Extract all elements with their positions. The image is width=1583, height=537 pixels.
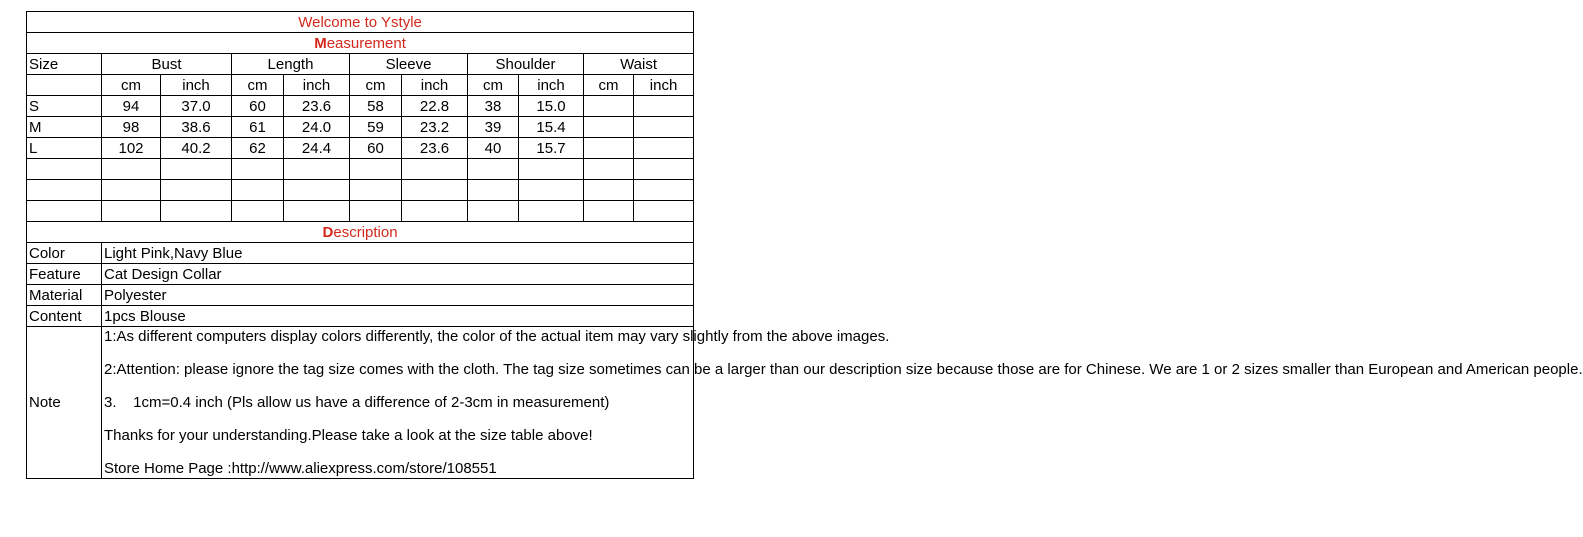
size-cell: 58 bbox=[350, 96, 402, 117]
size-cell: 24.0 bbox=[284, 117, 350, 138]
detail-value: 1pcs Blouse bbox=[102, 306, 694, 327]
welcome-row bbox=[27, 12, 694, 33]
description-initial: D bbox=[322, 223, 334, 241]
size-label bbox=[27, 201, 102, 222]
size-cell bbox=[402, 159, 468, 180]
unit-header: inch bbox=[634, 75, 694, 96]
group-header-waist: Waist bbox=[584, 54, 694, 75]
size-cell bbox=[584, 138, 634, 159]
size-row bbox=[27, 117, 694, 138]
size-cell bbox=[519, 201, 584, 222]
size-cell bbox=[584, 159, 634, 180]
empty-size-row bbox=[27, 159, 694, 180]
note-line: Store Home Page :http://www.aliexpress.com/store/108551 bbox=[104, 460, 497, 477]
note-row bbox=[27, 327, 694, 479]
size-cell bbox=[161, 159, 232, 180]
detail-label: Material bbox=[27, 285, 102, 306]
unit-header: cm bbox=[468, 75, 519, 96]
detail-value: Light Pink,Navy Blue bbox=[102, 243, 694, 264]
size-cell: 37.0 bbox=[161, 96, 232, 117]
size-cell bbox=[584, 201, 634, 222]
size-cell bbox=[402, 180, 468, 201]
group-header-sleeve: Sleeve bbox=[350, 54, 468, 75]
note-line: 1:As different computers display colors differently, the color of the actual item may vary slightly from the above images. bbox=[104, 328, 890, 345]
size-cell bbox=[584, 117, 634, 138]
size-cell bbox=[634, 180, 694, 201]
description-row bbox=[27, 222, 694, 243]
unit-header: cm bbox=[102, 75, 161, 96]
size-cell: 62 bbox=[232, 138, 284, 159]
size-cell: 61 bbox=[232, 117, 284, 138]
size-label bbox=[27, 159, 102, 180]
unit-header: cm bbox=[584, 75, 634, 96]
detail-row-feature bbox=[27, 264, 694, 285]
size-cell bbox=[350, 201, 402, 222]
size-cell bbox=[102, 201, 161, 222]
detail-row-color bbox=[27, 243, 694, 264]
measurement-initial: M bbox=[314, 34, 327, 52]
size-cell bbox=[284, 201, 350, 222]
unit-header-row bbox=[27, 75, 694, 96]
detail-label: Color bbox=[27, 243, 102, 264]
size-cell bbox=[519, 180, 584, 201]
note-line: Thanks for your understanding.Please take a look at the size table above! bbox=[104, 427, 593, 444]
size-cell: 102 bbox=[102, 138, 161, 159]
size-cell: 15.4 bbox=[519, 117, 584, 138]
size-cell bbox=[232, 201, 284, 222]
size-label: S bbox=[27, 96, 102, 117]
note-body bbox=[102, 327, 1583, 479]
size-cell: 15.7 bbox=[519, 138, 584, 159]
detail-label: Content bbox=[27, 306, 102, 327]
size-cell bbox=[584, 96, 634, 117]
size-cell: 94 bbox=[102, 96, 161, 117]
size-cell bbox=[468, 180, 519, 201]
group-header-shoulder: Shoulder bbox=[468, 54, 584, 75]
size-label: M bbox=[27, 117, 102, 138]
size-label bbox=[27, 180, 102, 201]
unit-header: cm bbox=[350, 75, 402, 96]
unit-header: inch bbox=[161, 75, 232, 96]
size-cell bbox=[284, 159, 350, 180]
unit-header: inch bbox=[402, 75, 468, 96]
note-line: 2:Attention: please ignore the tag size comes with the cloth. The tag size sometimes can be a larger than our description size because those are for Chinese. We are 1 or 2 sizes smaller than European and American people. bbox=[104, 361, 1583, 378]
size-cell bbox=[468, 159, 519, 180]
detail-value: Polyester bbox=[102, 285, 694, 306]
size-cell bbox=[634, 201, 694, 222]
size-cell: 22.8 bbox=[402, 96, 468, 117]
size-cell bbox=[350, 159, 402, 180]
unit-header: inch bbox=[284, 75, 350, 96]
empty-size-row bbox=[27, 180, 694, 201]
size-cell bbox=[284, 180, 350, 201]
detail-value: Cat Design Collar bbox=[102, 264, 694, 285]
size-cell: 38 bbox=[468, 96, 519, 117]
size-cell bbox=[232, 159, 284, 180]
size-cell: 40 bbox=[468, 138, 519, 159]
note-line: 3. 1cm=0.4 inch (Pls allow us have a difference of 2-3cm in measurement) bbox=[104, 394, 610, 411]
size-group-header-row bbox=[27, 54, 694, 75]
size-cell: 38.6 bbox=[161, 117, 232, 138]
measurement-title bbox=[27, 33, 694, 54]
size-cell bbox=[350, 180, 402, 201]
size-description-sheet bbox=[26, 11, 1583, 479]
detail-row-content bbox=[27, 306, 694, 327]
size-cell bbox=[634, 138, 694, 159]
note-label: Note bbox=[27, 327, 102, 479]
detail-row-material bbox=[27, 285, 694, 306]
empty-size-row bbox=[27, 201, 694, 222]
group-header-bust: Bust bbox=[102, 54, 232, 75]
size-cell bbox=[161, 201, 232, 222]
size-cell: 39 bbox=[468, 117, 519, 138]
size-header: Size bbox=[27, 54, 102, 75]
description-rest: escription bbox=[333, 223, 398, 241]
size-cell bbox=[102, 159, 161, 180]
size-cell: 40.2 bbox=[161, 138, 232, 159]
size-cell: 23.6 bbox=[284, 96, 350, 117]
size-cell bbox=[519, 159, 584, 180]
welcome-title: Welcome to Ystyle bbox=[27, 12, 694, 33]
size-cell bbox=[232, 180, 284, 201]
group-header-length: Length bbox=[232, 54, 350, 75]
detail-label: Feature bbox=[27, 264, 102, 285]
size-cell: 60 bbox=[232, 96, 284, 117]
size-cell: 59 bbox=[350, 117, 402, 138]
size-row bbox=[27, 138, 694, 159]
size-cell bbox=[584, 180, 634, 201]
size-label: L bbox=[27, 138, 102, 159]
measurement-row bbox=[27, 33, 694, 54]
size-cell bbox=[161, 180, 232, 201]
size-cell: 24.4 bbox=[284, 138, 350, 159]
size-row bbox=[27, 96, 694, 117]
size-cell: 60 bbox=[350, 138, 402, 159]
description-title bbox=[27, 222, 694, 243]
size-cell bbox=[634, 159, 694, 180]
size-cell bbox=[402, 201, 468, 222]
unit-header: inch bbox=[519, 75, 584, 96]
size-cell: 98 bbox=[102, 117, 161, 138]
size-cell: 23.2 bbox=[402, 117, 468, 138]
size-cell bbox=[634, 96, 694, 117]
measurement-rest: easurement bbox=[326, 34, 406, 52]
size-cell bbox=[634, 117, 694, 138]
size-cell bbox=[468, 201, 519, 222]
unit-header: cm bbox=[232, 75, 284, 96]
size-cell: 15.0 bbox=[519, 96, 584, 117]
unit-header-blank bbox=[27, 75, 102, 96]
size-cell bbox=[102, 180, 161, 201]
size-cell: 23.6 bbox=[402, 138, 468, 159]
